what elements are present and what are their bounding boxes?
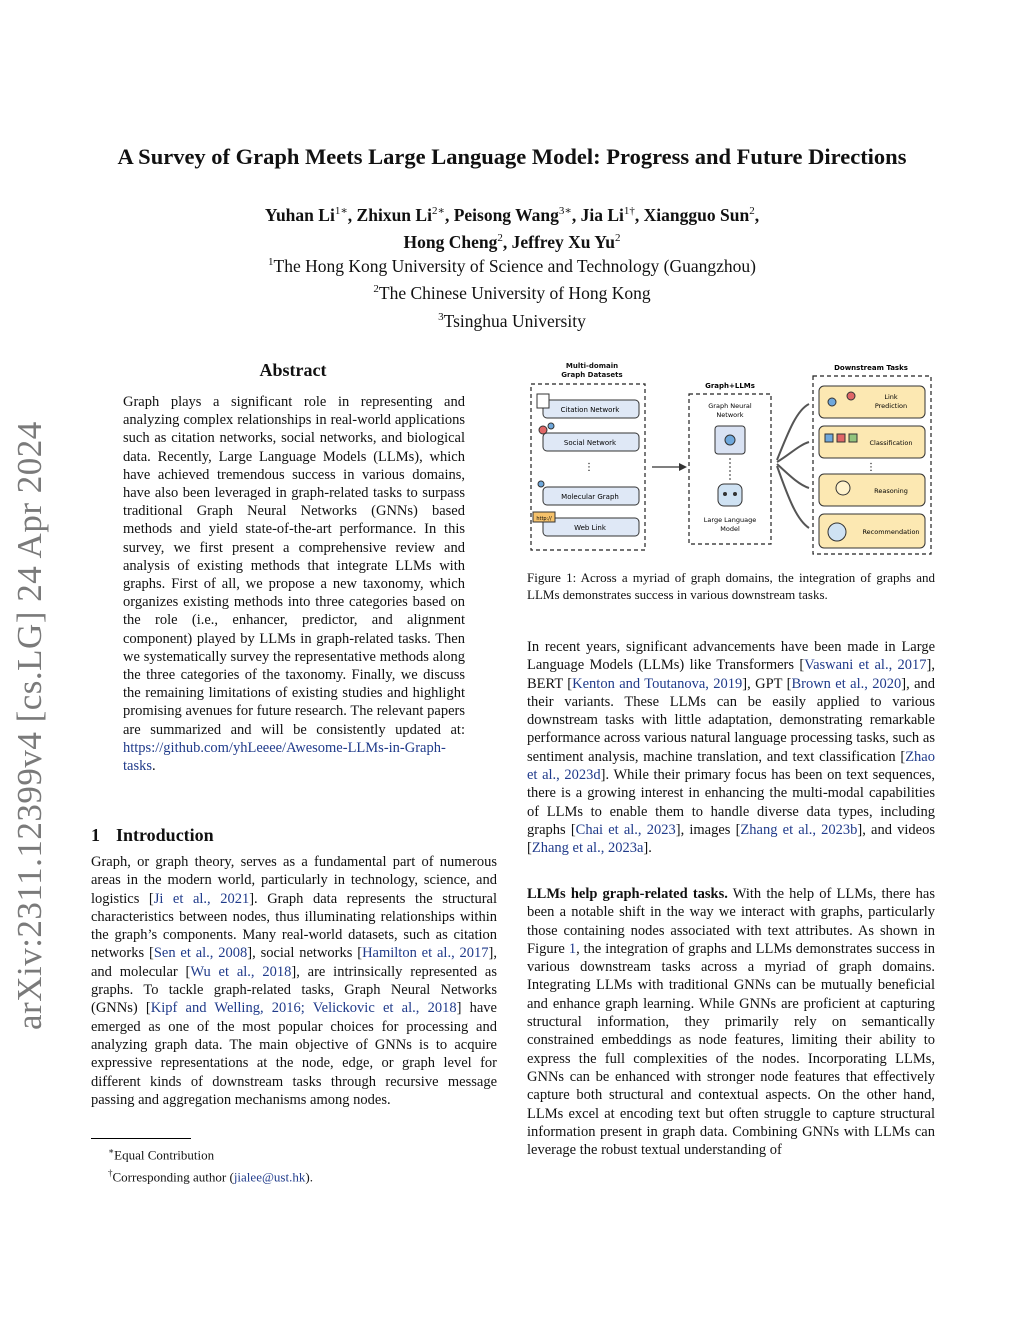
dataset-label: Molecular Graph xyxy=(561,493,619,501)
molecule-icon xyxy=(538,481,544,487)
author-line-2: Hong Cheng$^2$, Jeffrey Xu Yu$^2$ xyxy=(403,231,621,252)
task-label: Prediction xyxy=(874,402,908,410)
classification-icon xyxy=(837,434,845,442)
citation-link[interactable]: Zhang et al., 2023b xyxy=(740,821,858,838)
llm-label-line1: Large Language xyxy=(703,516,757,524)
author-mark: 2 xyxy=(614,231,621,244)
robot-icon xyxy=(718,484,742,506)
text-run: ], and molecular [ xyxy=(91,945,497,980)
footnote-mark: † xyxy=(108,1168,113,1179)
affiliation xyxy=(110,251,914,278)
figure-diagram xyxy=(527,360,937,560)
repo-link[interactable]: https://github.com/yhLeeee/Awesome-LLMs-in-Graph-tasks xyxy=(123,739,446,775)
footnote-rule xyxy=(91,1138,191,1139)
citation-link[interactable]: Hamilton et al., 2017 xyxy=(362,945,489,962)
llm-label: Model xyxy=(720,525,740,533)
citation-link[interactable]: Kenton and Toutanova, 2019 xyxy=(572,675,743,692)
arrow-to-task xyxy=(777,442,809,462)
author-mark: 3∗ xyxy=(558,205,572,217)
text-run: ]. Graph data represents the structural characteristics between nodes, thus illuminating relationships within the graph’s components. Many real-world datasets, such as citation networks [ xyxy=(91,890,498,962)
social-network-icon xyxy=(539,426,547,434)
author-name: Peisong Wang xyxy=(453,204,559,225)
gnn-label-line1: Graph Neural xyxy=(708,402,752,410)
citation-link[interactable]: Zhang et al., 2023a xyxy=(531,840,644,857)
task-reasoning xyxy=(819,474,925,506)
text-run: ], BERT [ xyxy=(527,657,936,692)
task-label: Classification xyxy=(869,439,913,447)
section-heading xyxy=(91,825,214,846)
text-run: ], social networks [ xyxy=(247,945,363,962)
citation-link[interactable]: Zhao et al., 2023d xyxy=(527,748,935,784)
author-name: Xiangguo Sun xyxy=(643,204,750,225)
dataset-label: Citation Network xyxy=(560,406,620,414)
affiliation-text: The Hong Kong University of Science and Technology (Guangzhou) xyxy=(273,255,756,276)
author-mark: 2 xyxy=(749,205,755,217)
text-run: ]. xyxy=(643,840,652,857)
link-node-icon xyxy=(828,398,836,406)
footnote-mark: ∗ xyxy=(108,1146,115,1156)
arrowhead-icon xyxy=(679,463,687,471)
footnote-equal xyxy=(108,1142,498,1164)
datasets-ellipsis: ⋮ xyxy=(584,462,594,473)
link-node-icon xyxy=(847,392,855,400)
author-name: Yuhan Li xyxy=(264,204,335,225)
tasks-ellipsis: ⋮ xyxy=(866,462,876,473)
section-title: Introduction xyxy=(116,825,214,845)
citation-link[interactable]: Brown et al., 2020 xyxy=(791,675,902,692)
classification-icon xyxy=(825,434,833,442)
figure-1 xyxy=(527,360,937,560)
text-run: ], and their variants. These LLMs can be easily applied to various downstream tasks with little adaptation, demonstrating remarkable performance across various natural language processing tasks, such as sentiment analysis, machine translation, and text classification [ xyxy=(527,675,936,765)
text-run: ], images [ xyxy=(675,821,741,838)
citation-link[interactable]: Wu et al., 2018 xyxy=(190,963,292,980)
left-title: Graph Datasets xyxy=(561,371,623,379)
document-icon xyxy=(537,394,549,408)
affiliation-text: The Chinese University of Hong Kong xyxy=(378,283,651,304)
recommendation-icon xyxy=(828,523,846,541)
affiliation xyxy=(110,306,914,333)
footnote-end: ). xyxy=(305,1169,313,1185)
author-name: Hong Cheng xyxy=(403,231,498,252)
gnn-node-icon xyxy=(725,435,735,445)
gnn-label: Network xyxy=(716,411,744,419)
affiliation-mark: 1 xyxy=(268,256,274,268)
right-paragraph-2 xyxy=(527,885,935,1159)
text-run: In recent years, significant advancements have been made in Large Language Models (LLMs) like Transformers [ xyxy=(527,639,935,674)
affiliation-mark: 3 xyxy=(438,310,444,323)
task-label: Recommendation xyxy=(862,528,920,536)
citation-link[interactable]: Ji et al., 2021 xyxy=(153,890,250,907)
dataset-label: Web Link xyxy=(574,524,606,532)
dataset-label: Social Network xyxy=(563,439,617,447)
arxiv-identifier: arXiv:2311.12399v4 [cs.LG] 24 Apr 2024 xyxy=(10,421,49,1030)
http-badge-text: http:// xyxy=(536,516,552,522)
citation-link[interactable]: Chai et al., 2023 xyxy=(575,821,676,838)
text-run: , the integration of graphs and LLMs demonstrates success in various downstream tasks across a myriad of graph domains. Integrating LLMs with traditional GNNs can be mutually beneficial and enhance graph learning. While GNNs are proficient at capturing structural information, they primarily rely on semantically constrained embeddings as node features, limiting their ability to express the full complexities of the nodes. Incorporating LLMs, GNNs can be enhanced with stronger node features that effectively capture both structural and contextual aspects. On the other hand, LLMs excel at encoding text but often struggle to capture structural information present in graph data. Combining GNNs with LLMs can leverage the robust textual understanding of xyxy=(527,940,935,1159)
figure-ref-link[interactable]: 1 xyxy=(568,940,577,957)
right-title: Downstream Tasks xyxy=(834,364,908,372)
arrow-to-task xyxy=(777,466,809,528)
lightbulb-icon xyxy=(836,481,850,495)
author-name: Jeffrey Xu Yu xyxy=(511,231,615,252)
robot-eye-icon xyxy=(733,492,737,496)
paragraph-heading: LLMs help graph-related tasks. xyxy=(527,886,728,902)
abstract-heading: Abstract xyxy=(259,360,327,380)
citation-link[interactable]: Vaswani et al., 2017 xyxy=(804,657,927,674)
figure-caption: Figure 1: Across a myriad of graph domains, the integration of graphs and LLMs demonstrates success in various downstream tasks. xyxy=(527,570,935,602)
text-run: With the help of LLMs, there has been a notable shift in the way we interact with graphs, particularly those containing nodes associated with text attributes. As shown in Figure xyxy=(527,886,935,957)
middle-title: Graph+LLMs xyxy=(705,382,755,390)
text-run: Graph, or graph theory, serves as a fundamental part of numerous areas in the modern world, particularly in technology, science, and logistics [ xyxy=(91,854,497,907)
author-mark: 2∗ xyxy=(431,205,445,217)
robot-eye-icon xyxy=(723,492,727,496)
abstract-body xyxy=(123,393,465,775)
left-title-line1: Multi-domain xyxy=(565,362,619,370)
author-mark: 1† xyxy=(623,205,635,217)
task-label-line1: Link xyxy=(884,393,898,401)
intro-paragraph xyxy=(91,853,497,1109)
affiliation-mark: 2 xyxy=(373,283,379,296)
text-run: ] have emerged as one of the most popular choices for processing and analyzing graph data. The main objective of GNNs is to acquire expressive representations at the node, edge, or graph level for different kinds of downstream tasks through recursive message passing and aggregation mechanisms among nodes. xyxy=(91,1000,497,1108)
section-number: 1 xyxy=(91,825,100,845)
citation-link[interactable]: Sen et al., 2008 xyxy=(153,945,248,962)
footnote-text: Equal Contribution xyxy=(114,1147,215,1163)
author-list xyxy=(110,200,914,254)
affiliations xyxy=(110,251,914,333)
footnote-corresponding xyxy=(108,1164,498,1186)
text-run: ], are intrinsically represented as graphs. To tackle graph-related tasks, Graph Neural Networks (GNNs) [ xyxy=(91,963,497,1017)
task-label: Reasoning xyxy=(874,487,908,495)
author-line-1: Yuhan $Li^{1∗}$, Zhixun $Li^{2∗}$, Peisong Wang$^{3∗}$, Jia $Li^{1\dagger}$, Xiangguo Sun$^2$, xyxy=(264,204,760,225)
paper-title: A Survey of Graph Meets Large Language Model: Progress and Future Directions xyxy=(117,144,907,169)
email-link[interactable]: jialee@ust.hk xyxy=(233,1169,306,1185)
citation-link[interactable]: Kipf and Welling, 2016; Velickovic et al., 2018 xyxy=(150,1000,457,1017)
author-mark: 1∗ xyxy=(334,205,348,217)
abstract-end: . xyxy=(152,758,156,775)
footnote-text: Corresponding author ( xyxy=(112,1169,234,1185)
affiliation xyxy=(110,278,914,305)
text-run: ], GPT [ xyxy=(742,675,792,692)
footnotes xyxy=(108,1142,498,1187)
classification-icon xyxy=(849,434,857,442)
affiliation-text: Tsinghua University xyxy=(443,310,586,331)
author-name: Jia Li xyxy=(580,204,624,225)
text-run: ], and videos [ xyxy=(527,821,935,857)
arrow-to-task xyxy=(777,464,809,488)
author-mark: 2 xyxy=(497,231,503,244)
text-run: ]. While their primary focus has been on text sequences, there is a growing interest in enhancing the multi-modal capabilities of LLMs to enable them to handle diverse data types, including graphs [ xyxy=(527,767,935,838)
right-paragraph-1 xyxy=(527,638,935,858)
social-node-icon xyxy=(548,423,554,429)
author-name: Zhixun Li xyxy=(356,204,432,225)
abstract-text: Graph plays a significant role in representing and analyzing complex relationships in real-world applications such as citation networks, social networks, and biological data. Recently, Large Language Models (LLMs), which have achieved tremendous success in various domains, have also been leveraged in graph-related tasks to surpass traditional Graph Neural Networks (GNNs) based methods and yield state-of-the-art performance. In this survey, we first present a comprehensive review and analysis of existing methods that integrate LLMs with graphs. First of all, we propose a new taxonomy, which organizes existing methods into three categories based on the role (i.e., enhancer, predictor, and alignment component) played by LLMs in graph-related tasks. Then we systematically survey the representative methods along the three categories of the taxonomy. Finally, we discuss the remaining limitations of existing studies and highlight promising avenues for future research. The relevant papers are summarized and will be consistently updated at: xyxy=(123,394,465,738)
